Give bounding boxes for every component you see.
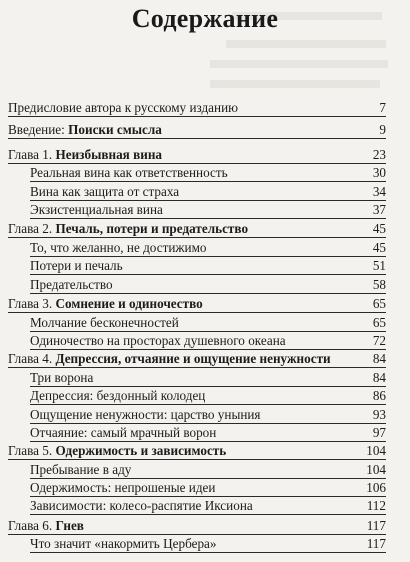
toc-entry-title xyxy=(30,183,179,201)
toc-page-number: 112 xyxy=(366,498,386,513)
toc-entry-title xyxy=(30,461,131,479)
toc-entry-prefix: Реальная вина как ответственность xyxy=(30,165,228,180)
toc-entry-title xyxy=(30,387,205,405)
toc-chapter-entry xyxy=(0,220,410,238)
toc-rule xyxy=(30,293,386,294)
toc-rule xyxy=(8,237,386,238)
toc-entry-prefix: Ощущение ненужности: царство уныния xyxy=(30,407,261,422)
toc-page-number: 104 xyxy=(366,462,386,477)
toc-rule xyxy=(30,218,386,219)
toc-entry-prefix: То, что желанно, не достижимо xyxy=(30,240,207,255)
bleed-through xyxy=(226,40,386,48)
toc-entry-title xyxy=(30,497,253,515)
toc-entry-title xyxy=(8,350,331,368)
toc-rule xyxy=(8,138,386,139)
toc-page-number: 58 xyxy=(372,277,386,292)
toc-rule xyxy=(8,116,386,117)
toc-chapter-entry xyxy=(0,350,410,368)
toc-entry-prefix: Пребывание в аду xyxy=(30,462,132,477)
toc-entry-title xyxy=(30,239,207,257)
toc-page-number: 65 xyxy=(372,296,386,311)
toc-entry-prefix: Введение: xyxy=(8,122,69,137)
toc-entry-title xyxy=(30,164,228,182)
toc-entry-heading: Одержимость и зависимость xyxy=(55,443,227,458)
bleed-through xyxy=(210,60,388,68)
toc-page-number: 93 xyxy=(372,407,386,422)
toc-entry-title xyxy=(30,479,215,497)
toc-rule xyxy=(30,181,386,182)
toc-entry-heading: Сомнение и одиночество xyxy=(55,296,203,311)
toc-entry-heading: Гнев xyxy=(55,518,84,533)
toc-section-entry xyxy=(0,406,410,424)
toc-page-number: 106 xyxy=(366,480,386,495)
toc-entry-title xyxy=(30,424,216,442)
toc-entry-prefix: Глава 1. xyxy=(8,147,56,162)
toc-page-number: 45 xyxy=(372,240,386,255)
toc-entry-prefix: Депрессия: бездонный колодец xyxy=(30,388,206,403)
toc-page-number: 30 xyxy=(372,165,386,180)
toc-entry-prefix: Одержимость: непрошеные идеи xyxy=(30,480,216,495)
toc-page-number: 97 xyxy=(372,425,386,440)
toc-page-number: 117 xyxy=(366,518,386,533)
toc-rule xyxy=(8,367,386,368)
toc-chapter-entry xyxy=(0,99,410,117)
toc-entry-prefix: Молчание бесконечностей xyxy=(30,315,179,330)
toc-page-number: 117 xyxy=(366,536,386,551)
toc-page-number: 65 xyxy=(372,315,386,330)
toc-section-entry xyxy=(0,183,410,201)
toc-section-entry xyxy=(0,497,410,515)
toc-entry-title xyxy=(30,406,261,424)
toc-entry-title xyxy=(30,535,217,553)
toc-page-number: 37 xyxy=(372,202,386,217)
toc-entry-title xyxy=(30,257,123,275)
bleed-through xyxy=(210,80,380,88)
toc-entry-prefix: Отчаяние: самый мрачный ворон xyxy=(30,425,217,440)
toc-entry-prefix: Потери и печаль xyxy=(30,258,123,273)
toc-rule xyxy=(8,312,386,313)
toc-entry-prefix: Глава 6. xyxy=(8,518,56,533)
toc-entry-prefix: Глава 5. xyxy=(8,443,56,458)
toc-entry-title xyxy=(8,220,248,238)
toc-page-number: 23 xyxy=(372,147,386,162)
toc-chapter-entry xyxy=(0,442,410,460)
toc-chapter-entry xyxy=(0,295,410,313)
toc-entry-title xyxy=(8,517,84,535)
toc-entry-prefix: Зависимости: колесо-распятие Иксиона xyxy=(30,498,253,513)
toc-entry-title xyxy=(30,276,113,294)
toc-section-entry xyxy=(0,257,410,275)
toc-rule xyxy=(30,274,386,275)
toc-page-number: 45 xyxy=(372,221,386,236)
toc-section-entry xyxy=(0,461,410,479)
toc-page-number: 84 xyxy=(372,370,386,385)
toc-entry-title xyxy=(8,99,238,117)
toc-entry-title xyxy=(30,332,286,350)
toc-entry-title xyxy=(30,369,93,387)
toc-entry-prefix: Глава 2. xyxy=(8,221,56,236)
toc-page-number: 7 xyxy=(379,100,386,115)
toc-rule xyxy=(30,552,386,553)
toc-section-entry xyxy=(0,332,410,350)
toc-entry-prefix: Вина как защита от страха xyxy=(30,184,180,199)
toc-page-number: 34 xyxy=(372,184,386,199)
toc-entry-title xyxy=(8,295,203,313)
page-title: Содержание xyxy=(131,4,279,33)
toc-page-number: 104 xyxy=(366,443,386,458)
toc-entry-heading: Неизбывная вина xyxy=(55,147,163,162)
toc-entry-title xyxy=(30,201,163,219)
toc-section-entry xyxy=(0,369,410,387)
toc-page-number: 86 xyxy=(372,388,386,403)
toc-page-number: 72 xyxy=(372,333,386,348)
toc-rule xyxy=(8,459,386,460)
toc-entry-prefix: Что значит «накормить Цербера» xyxy=(30,536,217,551)
toc-section-entry xyxy=(0,314,410,332)
toc-section-entry xyxy=(0,239,410,257)
toc-entry-prefix: Предательство xyxy=(30,277,113,292)
toc-section-entry xyxy=(0,164,410,182)
toc-entry-prefix: Экзистенциальная вина xyxy=(30,202,163,217)
toc-entry-prefix: Глава 4. xyxy=(8,351,56,366)
toc-entry-title xyxy=(30,314,179,332)
toc-chapter-entry xyxy=(0,146,410,164)
toc-entry-prefix: Одиночество на просторах душевного океана xyxy=(30,333,286,348)
toc-entry-prefix: Три ворона xyxy=(30,370,94,385)
toc-section-entry xyxy=(0,201,410,219)
toc-section-entry xyxy=(0,479,410,497)
toc-section-entry xyxy=(0,276,410,294)
toc-section-entry xyxy=(0,424,410,442)
toc-section-entry xyxy=(0,535,410,553)
toc-entry-prefix: Глава 3. xyxy=(8,296,56,311)
toc-entry-title xyxy=(8,442,226,460)
toc-entry-prefix: Предисловие автора к русскому изданию xyxy=(8,100,239,115)
toc-chapter-entry xyxy=(0,121,410,139)
toc-rule xyxy=(30,514,386,515)
toc-entry-title xyxy=(8,146,162,164)
toc-page-number: 51 xyxy=(372,258,386,273)
toc-rule xyxy=(30,404,386,405)
toc-page-number: 9 xyxy=(379,122,386,137)
toc-entry-heading: Депрессия, отчаяние и ощущение ненужности xyxy=(55,351,331,366)
toc-section-entry xyxy=(0,387,410,405)
toc-entry-heading: Поиски смысла xyxy=(68,122,162,137)
toc-page-number: 84 xyxy=(372,351,386,366)
toc-entry-heading: Печаль, потери и предательство xyxy=(55,221,249,236)
toc-chapter-entry xyxy=(0,517,410,535)
toc-entry-title xyxy=(8,121,162,139)
